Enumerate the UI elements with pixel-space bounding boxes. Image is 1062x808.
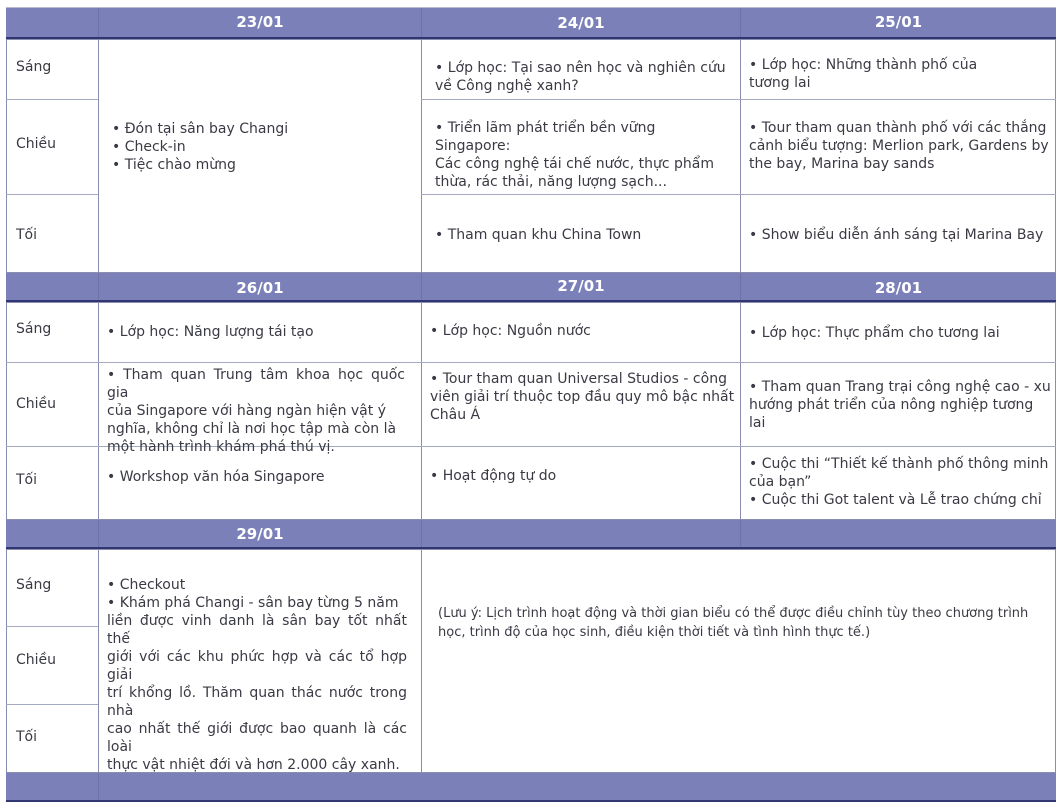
footer-bar [6,773,1056,802]
divider [6,194,98,195]
divider [421,549,422,773]
activity-line: trí khổng lồ. Thăm quan thác nước trong nhà [107,685,407,719]
header-row-week2 [6,273,1056,302]
activity-line: một hành trình khám phá thú vị. [107,439,335,455]
header-cell-empty [740,520,1056,547]
activity-line: viên giải trí thuộc top đầu quy mô bậc nhất [430,389,735,405]
divider [6,99,98,100]
period-label-evening: Tối [16,729,38,745]
activity-line: thực vật nhiệt đới và hơn 2.000 cây xanh. [107,757,400,773]
activity-line: giới với các khu phức hợp và các tổ hợp giải [107,649,407,683]
activity-28-01-afternoon [749,378,1053,432]
activity-line: Các công nghệ tái chế nước, thực phẩm [435,156,714,172]
period-label-afternoon: Chiều [16,652,57,668]
activity-line: cao nhất thế giới được bao quanh là các loài [107,721,407,755]
activity-26-01-evening: • Workshop văn hóa Singapore [107,469,325,485]
header-cell-23-01 [98,8,421,37]
header-date: 26/01 [236,279,284,297]
activity-line: • Check-in [112,139,186,155]
header-date: 23/01 [236,13,284,31]
activity-line: • Tour tham quan Universal Studios - công [430,371,727,387]
activity-24-01-afternoon [435,119,731,191]
header-date: 24/01 [557,14,605,32]
period-label-afternoon: Chiều [16,136,57,152]
period-label-evening: Tối [16,472,38,488]
divider [98,39,99,273]
activity-line: Châu Á [430,407,481,423]
divider [740,39,741,273]
activity-line: của bạn” [749,474,812,490]
divider [421,99,1056,100]
period-label-morning: Sáng [16,321,52,337]
activity-29-01 [107,576,407,792]
activity-23-01 [112,120,412,174]
activity-line: thừa, rác thải, năng lượng sạch... [435,174,667,190]
divider [421,39,422,273]
header-cell-empty [421,520,740,547]
activity-27-01-afternoon [430,370,735,424]
note-line: (Lưu ý: Lịch trình hoạt động và thời gian biểu có thể được điều chỉnh tùy theo chương trình [438,606,1029,621]
activity-line: hướng phát triển của nông nghiệp tương lai [749,397,1034,431]
activity-line: • Cuộc thi “Thiết kế thành phố thông minh [749,456,1049,472]
divider [6,362,1056,363]
divider [421,302,422,520]
header-cell-25-01 [740,8,1056,37]
header-date: 28/01 [874,279,923,297]
activity-25-01-morning [749,56,1053,92]
divider [740,302,741,520]
header-row-week3 [6,520,1056,549]
header-cell-24-01 [421,8,740,37]
note-line: học, trình độ của học sinh, điều kiện thời tiết và tình hình thực tế.) [438,625,871,640]
activity-24-01-morning [435,59,731,95]
activity-line: cảnh biểu tượng: Merlion park, Gardens by [749,138,1049,154]
header-cell-29-01 [98,520,421,547]
activity-line: • Tour tham quan thành phố với các thắng [749,120,1047,136]
period-label-afternoon: Chiều [16,396,57,412]
activity-25-01-evening: • Show biểu diễn ánh sáng tại Marina Bay [749,227,1044,243]
activity-line: về Công nghệ xanh? [435,78,579,94]
divider [98,549,99,773]
activity-line: • Lớp học: Tại sao nên học và nghiên cứu [435,60,726,76]
header-cell-28-01 [740,273,1056,300]
activity-28-01-evening [749,455,1053,509]
activity-line: • Lớp học: Những thành phố của [749,57,978,73]
activity-28-01-morning: • Lớp học: Thực phẩm cho tương lai [749,325,1000,341]
activity-line: • Tiệc chào mừng [112,157,236,173]
period-label-evening: Tối [16,227,38,243]
header-date: 27/01 [557,277,605,295]
divider [6,704,98,705]
activity-line: • Cuộc thi Got talent và Lễ trao chứng chỉ [749,492,1042,508]
activity-line: the bay, Marina bay sands [749,156,935,172]
activity-line: • Tham quan Trang trại công nghệ cao - xu [749,379,1051,395]
header-date: 25/01 [874,13,923,31]
activity-line: • Checkout [107,577,186,593]
activity-24-01-evening: • Tham quan khu China Town [435,227,642,243]
activity-line: tương lai [749,75,811,91]
activity-25-01-afternoon [749,119,1053,173]
activity-line: • Đón tại sân bay Changi [112,121,289,137]
activity-27-01-evening: • Hoạt động tự do [430,468,557,484]
activity-26-01-afternoon [107,366,405,456]
activity-line: • Khám phá Changi - sân bay từng 5 năm [107,595,399,611]
header-cell-26-01 [98,273,421,300]
activity-26-01-morning: • Lớp học: Năng lượng tái tạo [107,324,314,340]
header-row-week1 [6,8,1056,39]
header-cell-27-01 [421,273,740,300]
activity-line: nghĩa, không chỉ là nơi học tập mà còn là [107,421,397,437]
activity-line: của Singapore với hàng ngàn hiện vật ý [107,403,386,419]
divider [6,626,98,627]
period-label-morning: Sáng [16,59,52,75]
header-date: 29/01 [236,525,284,543]
activity-line: • Tham quan Trung tâm khoa học quốc gia [107,367,405,401]
schedule-note [438,604,1050,642]
activity-27-01-morning: • Lớp học: Nguồn nước [430,323,591,339]
activity-line: liền được vinh danh là sân bay tốt nhất thế [107,613,407,647]
period-label-morning: Sáng [16,577,52,593]
divider [421,194,1056,195]
footer-cell [98,773,421,800]
divider [98,302,99,520]
activity-line: • Triển lãm phát triển bền vững Singapore: [435,120,656,154]
